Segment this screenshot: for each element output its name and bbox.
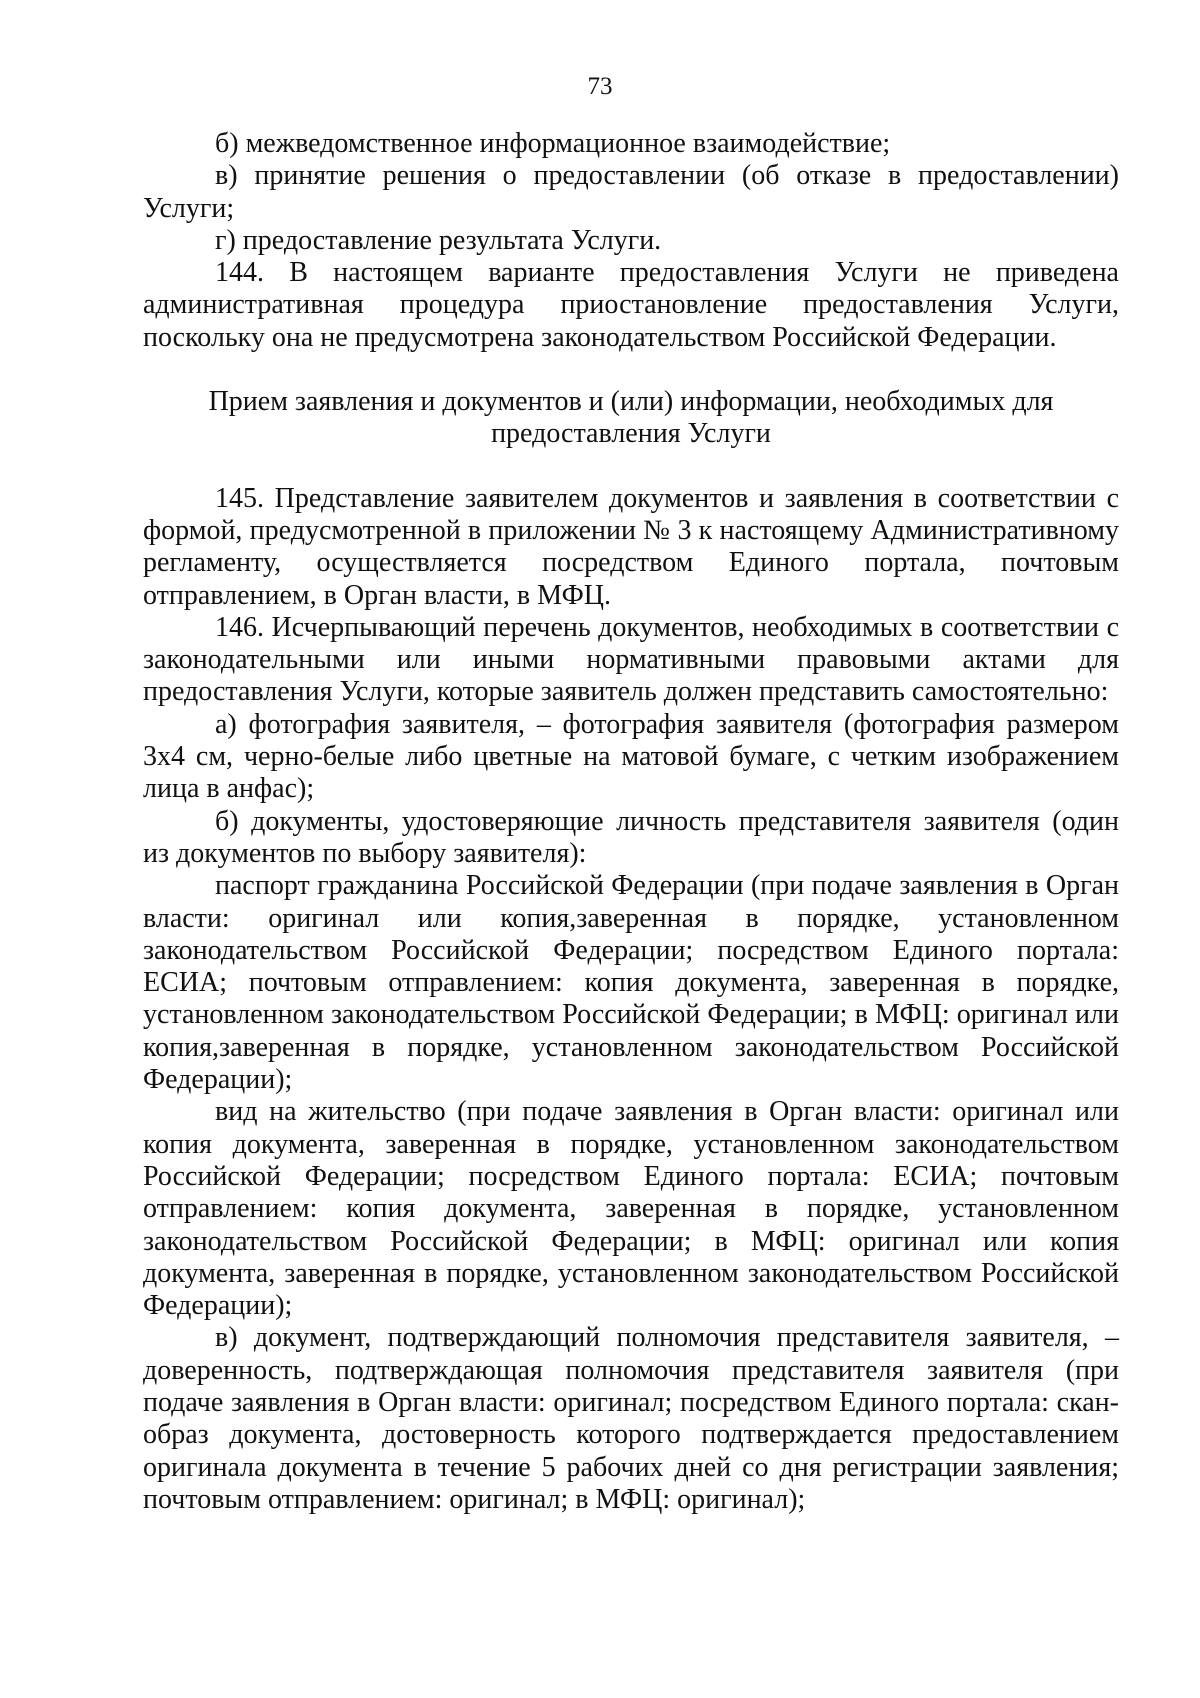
section-heading-line-1: Прием заявления и документов и (или) информации, необходимых для [208,386,1054,418]
document-body [143,128,1119,1516]
paragraph-item-b-identity-docs: б) документы, удостоверяющие личность представителя заявителя (один из документов по выбору заявителя): [143,805,1119,869]
paragraph-passport: паспорт гражданина Российской Федерации (при подаче заявления в Орган власти: оригинал или копия,заверенная в порядке, установленном законодательством Российской Федерации; посредством Единого портала: ЕСИА; почтовым отправлением: копия документа, заверенная в порядке, установленном законодательством Российской Федерации; в МФЦ: оригинал или копия,заверенная в порядке, установленном законодательством Российской Федерации); [143,870,1119,1096]
paragraph-item-a-photo: а) фотография заявителя, – фотография заявителя (фотография размером 3x4 см, черно-белые либо цветные на матовой бумаге, с четким изображением лица в анфас); [143,708,1119,805]
paragraph-item-g-result: г) предоставление результата Услуги. [215,224,662,256]
paragraph-144: 144. В настоящем варианте предоставления Услуги не приведена административная процедура приостановление предоставления Услуги, поскольку она не предусмотрена законодательством Российской Федерации. [143,257,1119,353]
paragraph-145: 145. Представление заявителем документов и заявления в соответствии с формой, предусмотренной в приложении № 3 к настоящему Административному регламенту, осуществляется посредством Единого портала, почтовым отправлением, в Орган власти, в МФЦ. [143,482,1119,611]
section-heading [143,386,1119,451]
page-number: 73 [587,73,613,100]
section-heading-line-2: предоставления Услуги [491,418,771,450]
paragraph-146: 146. Исчерпывающий перечень документов, необходимых в соответствии с законодательными или иными нормативными правовыми актами для предоставления Услуги, которые заявитель должен представить самостоятельно: [143,611,1119,708]
paragraph-item-b-interagency: б) межведомственное информационное взаимодействие; [215,128,891,159]
paragraph-residence-permit: вид на жительство (при подаче заявления в Орган власти: оригинал или копия документа, заверенная в порядке, установленном законодательством Российской Федерации; посредством Единого портала: ЕСИА; почтовым отправлением: копия документа, заверенная в порядке, установленном законодательством Российской Федерации; в МФЦ: оригинал или копия документа, заверенная в порядке, установленном законодательством Российской Федерации); [143,1096,1119,1322]
paragraph-item-v-decision: в) принятие решения о предоставлении (об отказе в предоставлении) Услуги; [143,160,1119,224]
paragraph-item-v-power-of-attorney: в) документ, подтверждающий полномочия представителя заявителя, – доверенность, подтверждающая полномочия представителя заявителя (при подаче заявления в Орган власти: оригинал; посредством Единого портала: скан-образ документа, достоверность которого подтверждается предоставлением оригинала документа в течение 5 рабочих дней со дня регистрации заявления; почтовым отправлением: оригинал; в МФЦ: оригинал); [143,1322,1119,1515]
